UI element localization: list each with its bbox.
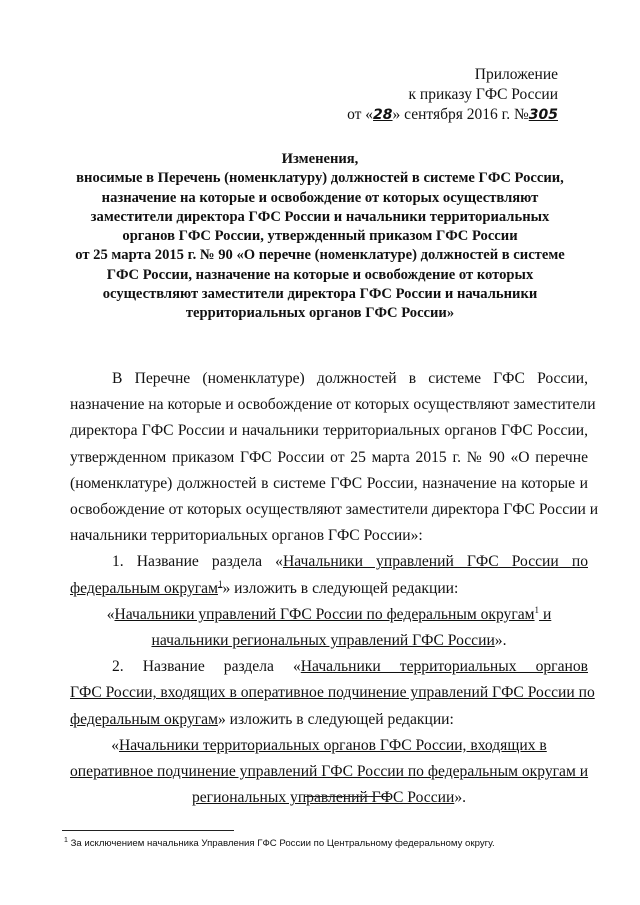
footnote-ref: 1: [217, 578, 223, 589]
item1-new-name-cont: начальники региональных управлений ГФС России: [151, 632, 495, 650]
quote-close: ».: [494, 632, 507, 650]
item1-new-and: и: [539, 605, 552, 623]
appendix-date-line: [347, 105, 558, 125]
title-line: от 25 марта 2015 г. № 90 «О перечне (номенклатуре) должностей в системе: [75, 247, 565, 264]
title-line: органов ГФС России, утвержденный приказом ГФС России: [122, 228, 518, 245]
item2-rest: » изложить в следующей редакции:: [217, 710, 454, 728]
item1-rest: » изложить в следующей редакции:: [222, 579, 459, 597]
document-body: [70, 366, 599, 811]
footnote-ref: 1: [534, 604, 540, 615]
intro-line: начальники территориальных органов ГФС России»:: [70, 527, 423, 545]
appendix-order-ref: к приказу ГФС России: [408, 86, 558, 103]
appendix-header: [347, 65, 558, 125]
item1-new-line: [70, 628, 588, 654]
footnote-text: За исключением начальника Управления ГФС России по Центральному федеральному округу.: [67, 838, 495, 849]
quote-open: «: [111, 736, 120, 754]
document-title: [70, 150, 570, 324]
footnote: [64, 838, 495, 849]
footnote-mark: 1: [64, 836, 68, 844]
item1-new-name: Начальники управлений ГФС России по федеральным округам: [114, 605, 535, 623]
item2-line: [70, 654, 588, 680]
title-line: ГФС России, назначение на которые и освобождение от которых: [106, 266, 534, 283]
item2-line: ГФС России, входящих в оперативное подчинение управлений ГФС России по: [70, 684, 595, 702]
item1-section-name-cont: федеральным округам: [70, 579, 218, 597]
title-line: назначение на которые и освобождение от которых осуществляют: [101, 189, 539, 206]
item2-pre: 2. Название раздела «: [112, 658, 301, 676]
item2-line: [70, 707, 588, 733]
item2-section-name-cont: федеральным округам: [70, 710, 218, 728]
intro-line: назначение на которые и освобождение от которых осуществляют заместители: [70, 396, 596, 414]
item1-line: [70, 549, 588, 575]
end-separator: [304, 796, 390, 797]
intro-line: утвержденном приказом ГФС России от 25 марта 2015 г. № 90 «О перечне: [70, 448, 588, 466]
item1-section-name: Начальники управлений ГФС России по: [282, 553, 588, 571]
quote-open: «: [106, 605, 115, 623]
title-line: вносимые в Перечень (номенклатуру) должностей в системе ГФС России,: [76, 170, 564, 187]
intro-line: освобождение от которых осуществляют заместители директора ГФС России и: [70, 501, 599, 519]
intro-line: (номенклатуре) должностей в системе ГФС России, назначение на которые и: [70, 474, 588, 492]
title-line: осуществляют заместители директора ГФС России и начальники: [102, 286, 538, 303]
date-mid: » сентября 2016 г. №: [392, 106, 529, 123]
handwritten-day: 28: [373, 107, 393, 123]
item1-new-line: [70, 602, 588, 628]
quote-close: ».: [454, 789, 467, 807]
item2-section-name: Начальники территориальных органов: [300, 658, 588, 676]
item1-line: [70, 576, 588, 602]
intro-line: В Перечне (номенклатуре) должностей в системе ГФС России,: [112, 370, 588, 387]
date-prefix: от «: [347, 106, 374, 123]
item2-new-name: Начальники территориальных органов ГФС России, входящих в: [119, 736, 547, 754]
intro-line: директора ГФС России и начальники территориальных органов ГФС России,: [70, 422, 588, 440]
title-line: заместители директора ГФС России и начальники территориальных: [90, 208, 550, 225]
item2-new-line: оперативное подчинение управлений ГФС России по федеральным округам и: [70, 763, 589, 781]
item2-new-name-cont: региональных управлений ГФС России: [191, 789, 455, 807]
item2-new-line: [70, 785, 588, 811]
title-line: Изменения,: [281, 151, 359, 167]
item1-pre: 1. Название раздела «: [112, 553, 283, 571]
footnote-separator: [62, 830, 234, 831]
appendix-label: Приложение: [474, 66, 558, 83]
item2-new-line: [70, 733, 588, 759]
handwritten-number: 305: [528, 107, 558, 123]
title-line: территориальных органов ГФС России»: [185, 305, 455, 322]
